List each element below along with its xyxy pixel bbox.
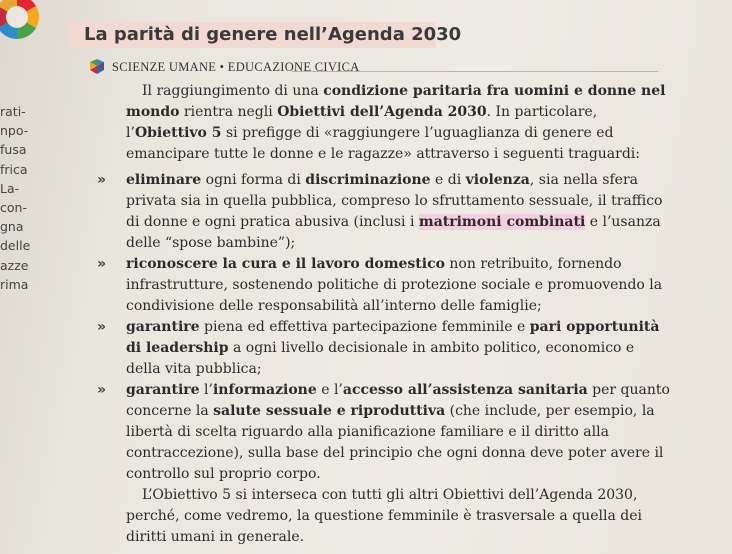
bold-phrase: Obiettivo 5 [134, 125, 222, 141]
column-fragment: con- [0, 199, 27, 215]
text-run: , sia nella sfera privata sia in quella pubblica, compreso lo sfruttamento sessuale, il traffico di donne e ogni pratica abusiva (inclusi i [126, 172, 663, 230]
bold-phrase: violenza [465, 172, 530, 188]
column-fragment: fusa [0, 142, 27, 158]
goal-targets-list [97, 170, 672, 485]
highlighted-phrase: matrimoni combinati [418, 214, 586, 230]
column-fragment: azze [0, 257, 29, 273]
goal-target-item [97, 254, 672, 317]
text-run: si prefigge di «raggiungere l’uguaglianza di genere ed emancipare tutte le donne e le ragazze» attraverso i seguenti traguardi: [126, 125, 640, 162]
bold-phrase: informazione [212, 382, 317, 398]
column-fragment: rati- [0, 104, 26, 119]
closing-paragraph: L’Obiettivo 5 si interseca con tutti gli altri Obiettivi dell’Agenda 2030, perché, come vedremo, la questione femminile è trasversale a quella dei diritti umani in generale. [126, 487, 642, 545]
text-run: . In particolare, l’ [126, 104, 598, 141]
bold-phrase: riconoscere la cura e il lavoro domestico [126, 256, 445, 272]
section-divider [292, 71, 658, 72]
text-run: rientra negli [179, 104, 278, 120]
column-fragment: frica [0, 161, 28, 177]
text-run: piena ed effettiva partecipazione femminile e [199, 319, 530, 335]
bold-phrase: discriminazione [305, 172, 431, 188]
bold-phrase: pari opportunità di leadership [126, 319, 660, 356]
section-emblem-icon [86, 56, 108, 78]
bullet-marker: » [97, 382, 107, 398]
bold-phrase: salute sessuale e riproduttiva [213, 403, 446, 419]
bullet-marker: » [97, 172, 107, 188]
bold-phrase: garantire [126, 382, 200, 398]
bullet-marker: » [97, 256, 107, 272]
text-run: non retribuito, fornendo infrastrutture, sostenendo politiche di protezione sociale e promuovendo la condivisione delle responsabilità all’interno delle famiglie; [126, 256, 663, 314]
page-title: La parità di genere nell’Agenda 2030 [84, 24, 462, 45]
text-run: e l’usanza delle “spose bambine”); [126, 214, 661, 251]
text-run: ogni forma di [201, 172, 306, 188]
goal-target-item [97, 380, 672, 485]
goal-target-item [97, 170, 672, 254]
section-label: SCIENZE UMANE • EDUCAZIONE CIVICA [112, 60, 360, 74]
previous-column-fragments [0, 102, 62, 294]
goal-target-item [97, 317, 672, 380]
sdg-wheel-logo [0, 0, 40, 40]
bold-phrase: eliminare [126, 172, 202, 188]
column-fragment: rima [0, 276, 29, 292]
text-run: a ogni livello decisionale in ambito politico, economico e della vita pubblica; [126, 340, 635, 377]
bullet-marker: » [97, 319, 107, 335]
bold-phrase: garantire [126, 319, 200, 335]
text-run: per quanto concerne la [126, 382, 670, 419]
column-fragment: delle [0, 238, 31, 254]
bold-phrase: Obiettivi dell’Agenda 2030 [277, 104, 487, 120]
column-fragment: npo- [0, 123, 29, 139]
text-run: (che include, per esempio, la libertà di scelta riguardo alla pianificazione familiare e il diritto alla contraccezione), sulla base del principio che ogni donna deve poter avere il controllo sul proprio corpo. [126, 403, 664, 482]
article-body [97, 81, 672, 548]
column-fragment: La- [0, 180, 20, 196]
text-run: e l’ [316, 382, 343, 398]
text-run: l’ [199, 382, 213, 398]
text-run: Il raggiungimento di una [142, 83, 324, 99]
column-fragment: gna [0, 219, 24, 235]
intro-paragraph [126, 81, 672, 165]
bold-phrase: accesso all’assistenza sanitaria [342, 382, 588, 398]
bold-phrase: condizione paritaria fra uomini e donne nel mondo [126, 83, 666, 120]
text-run: e di [430, 172, 466, 188]
